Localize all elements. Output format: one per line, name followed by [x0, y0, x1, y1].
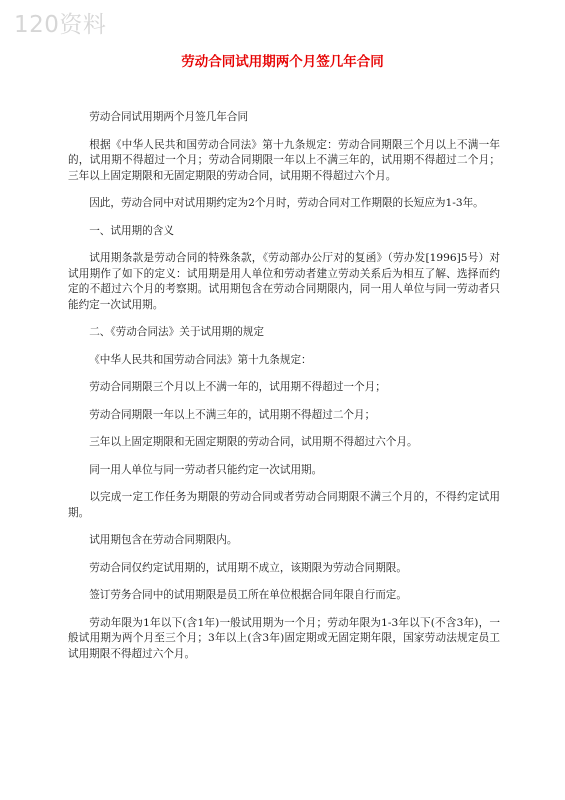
paragraph: 《中华人民共和国劳动合同法》第十九条规定： [89, 353, 312, 366]
paragraph-heading: 劳动合同试用期两个月签几年合同 [89, 111, 249, 123]
section-heading-1: 一、试用期的含义 [89, 224, 174, 237]
paragraph: 三年以上固定期限和无固定期限的劳动合同，试用期不得超过六个月。 [89, 436, 418, 448]
paragraph: 根据《中华人民共和国劳动合同法》第十九条规定：劳动合同期限三个月以上不满一年的，试用期不得超过一个月；劳动合同期限一年以上不满三年的，试用期不得超过二个月；三年以上固定期限和无固定期限的劳动合同，试用期不得超过六个月。 [68, 138, 500, 182]
paragraph: 试用期包含在劳动合同期限内。 [89, 534, 238, 546]
paragraph: 劳动年限为1年以下(含1年)一般试用期为一个月；劳动年限为1-3年以下(不含3年)，一般试用期为两个月至三个月；3年以上(含3年)固定期或无固定期年限，国家劳动法规定员工试用期限不得超过六个月。 [68, 616, 500, 660]
paragraph: 签订劳务合同中的试用期限是员工所在单位根据合同年限自行而定。 [89, 589, 407, 601]
paragraph: 试用期条款是劳动合同的特殊条款，《劳动部办公厅对的复函》（劳办发[1996]5号）对试用期作了如下的定义：试用期是用人单位和劳动者建立劳动关系后为相互了解、选择而约定的不超过六个月的考察期。试用期包含在劳动合同期限内，同一用人单位与同一劳动者只能约定一次试用期。 [68, 252, 500, 311]
paragraph: 劳动合同期限三个月以上不满一年的，试用期不得超过一个月； [89, 381, 386, 393]
paragraph: 劳动合同期限一年以上不满三年的，试用期不得超过二个月； [89, 408, 376, 421]
paragraph: 以完成一定工作任务为期限的劳动合同或者劳动合同期限不满三个月的，不得约定试用期。 [68, 491, 500, 519]
document-title: 劳动合同试用期两个月签几年合同 [181, 54, 384, 70]
watermark-logo: 120资料 [14, 12, 107, 38]
section-heading-2: 二、《劳动合同法》关于试用期的规定 [89, 326, 264, 338]
paragraph: 劳动合同仅约定试用期的，试用期不成立，该期限为劳动合同期限。 [89, 561, 407, 574]
paragraph: 同一用人单位与同一劳动者只能约定一次试用期。 [89, 463, 323, 476]
paragraph: 因此，劳动合同中对试用期约定为2个月时，劳动合同对工作期限的长短应为1-3年。 [89, 197, 484, 209]
document-body [68, 110, 500, 674]
